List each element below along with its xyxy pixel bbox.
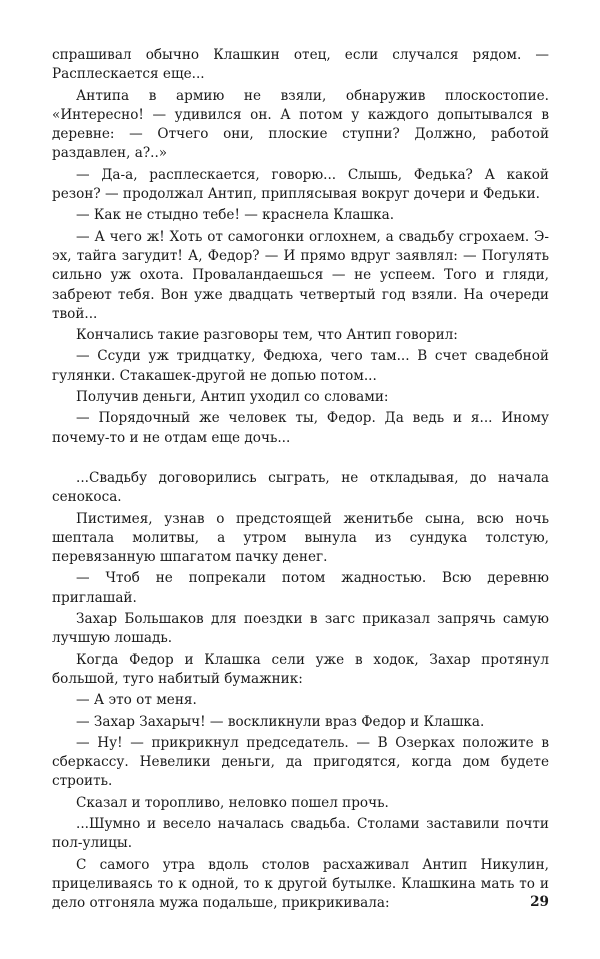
paragraph: — Как не стыдно тебе! — краснела Клашка. bbox=[76, 207, 395, 224]
section-break bbox=[52, 450, 549, 469]
paragraph: — Захар Захарыч! — воскликнули враз Федор и Клашка. bbox=[76, 713, 485, 730]
paragraph: — Ну! — прикрикнул председатель. — В Озерках положите в сберкассу. Невелики деньги, да пригодятся, когда дом будете строить. bbox=[52, 734, 549, 790]
book-page-text bbox=[52, 46, 549, 915]
paragraph: Получив деньги, Антип уходил со словами: bbox=[76, 389, 389, 406]
paragraph: Кончались такие разговоры тем, что Антип говорил: bbox=[76, 327, 458, 344]
paragraph: — А это от меня. bbox=[76, 692, 197, 709]
paragraph: — Чтоб не попрекали потом жадностью. Всю деревню приглашай. bbox=[52, 570, 549, 606]
paragraph: ...Шумно и весело началась свадьба. Столами заставили почти пол-улицы. bbox=[52, 815, 549, 852]
page-number: 29 bbox=[530, 894, 549, 910]
paragraph: Пистимея, узнав о предстоящей женитьбе сына, всю ночь шептала молитвы, а утром вынула из сундука толстую, перевязанную шпагатом пачку денег. bbox=[52, 510, 549, 566]
paragraph: С самого утра вдоль столов расхаживал Антип Никулин, прицеливаясь то к одной, то к другой бутылке. Клашкина мать то и дело отгоняла мужа подальше, прикрикивала: bbox=[52, 856, 549, 912]
paragraph: спрашивал обычно Клашкин отец, если случался рядом. — Расплескается еще... bbox=[52, 47, 549, 83]
paragraph: Антипа в армию не взяли, обнаружив плоскостопие. «Интересно! — удивился он. А потом у каждого допытывался в деревне: — Отчего они, плоские ступни? Должно, работой раздавлен, а?..» bbox=[52, 87, 549, 162]
paragraph: Сказал и торопливо, неловко пошел прочь. bbox=[76, 794, 389, 811]
paragraph: Когда Федор и Клашка сели уже в ходок, Захар протянул большой, туго набитый бумажник: bbox=[52, 651, 549, 687]
paragraph: — Порядочный же человек ты, Федор. Да ведь и я... Иному почему-то и не отдам еще дочь... bbox=[52, 410, 549, 446]
paragraph: Захар Большаков для поездки в загс приказал запрячь самую лучшую лошадь. bbox=[52, 611, 549, 647]
paragraph: — А чего ж! Хоть от самогонки оглохнем, а свадьбу сгрохаем. Э-эх, тайга загудит! А, Федор? — И прямо вдруг заявлял: — Погулять сильно уж охота. Проваландаешься — не успеем. Того и гляди, забреют тебя. Вон уже двадцать четвертый год взяли. На очереди твой... bbox=[52, 228, 549, 322]
paragraph: ...Свадьбу договорились сыграть, не откладывая, до начала сенокоса. bbox=[52, 469, 549, 506]
paragraph: — Да-а, расплескается, говорю... Слышь, Федька? А какой резон? — продолжал Антип, приплясывая вокруг дочери и Федьки. bbox=[52, 166, 549, 203]
paragraph: — Ссуди уж тридцатку, Федюха, чего там... В счет свадебной гулянки. Стакашек-другой не допью потом... bbox=[52, 348, 549, 384]
